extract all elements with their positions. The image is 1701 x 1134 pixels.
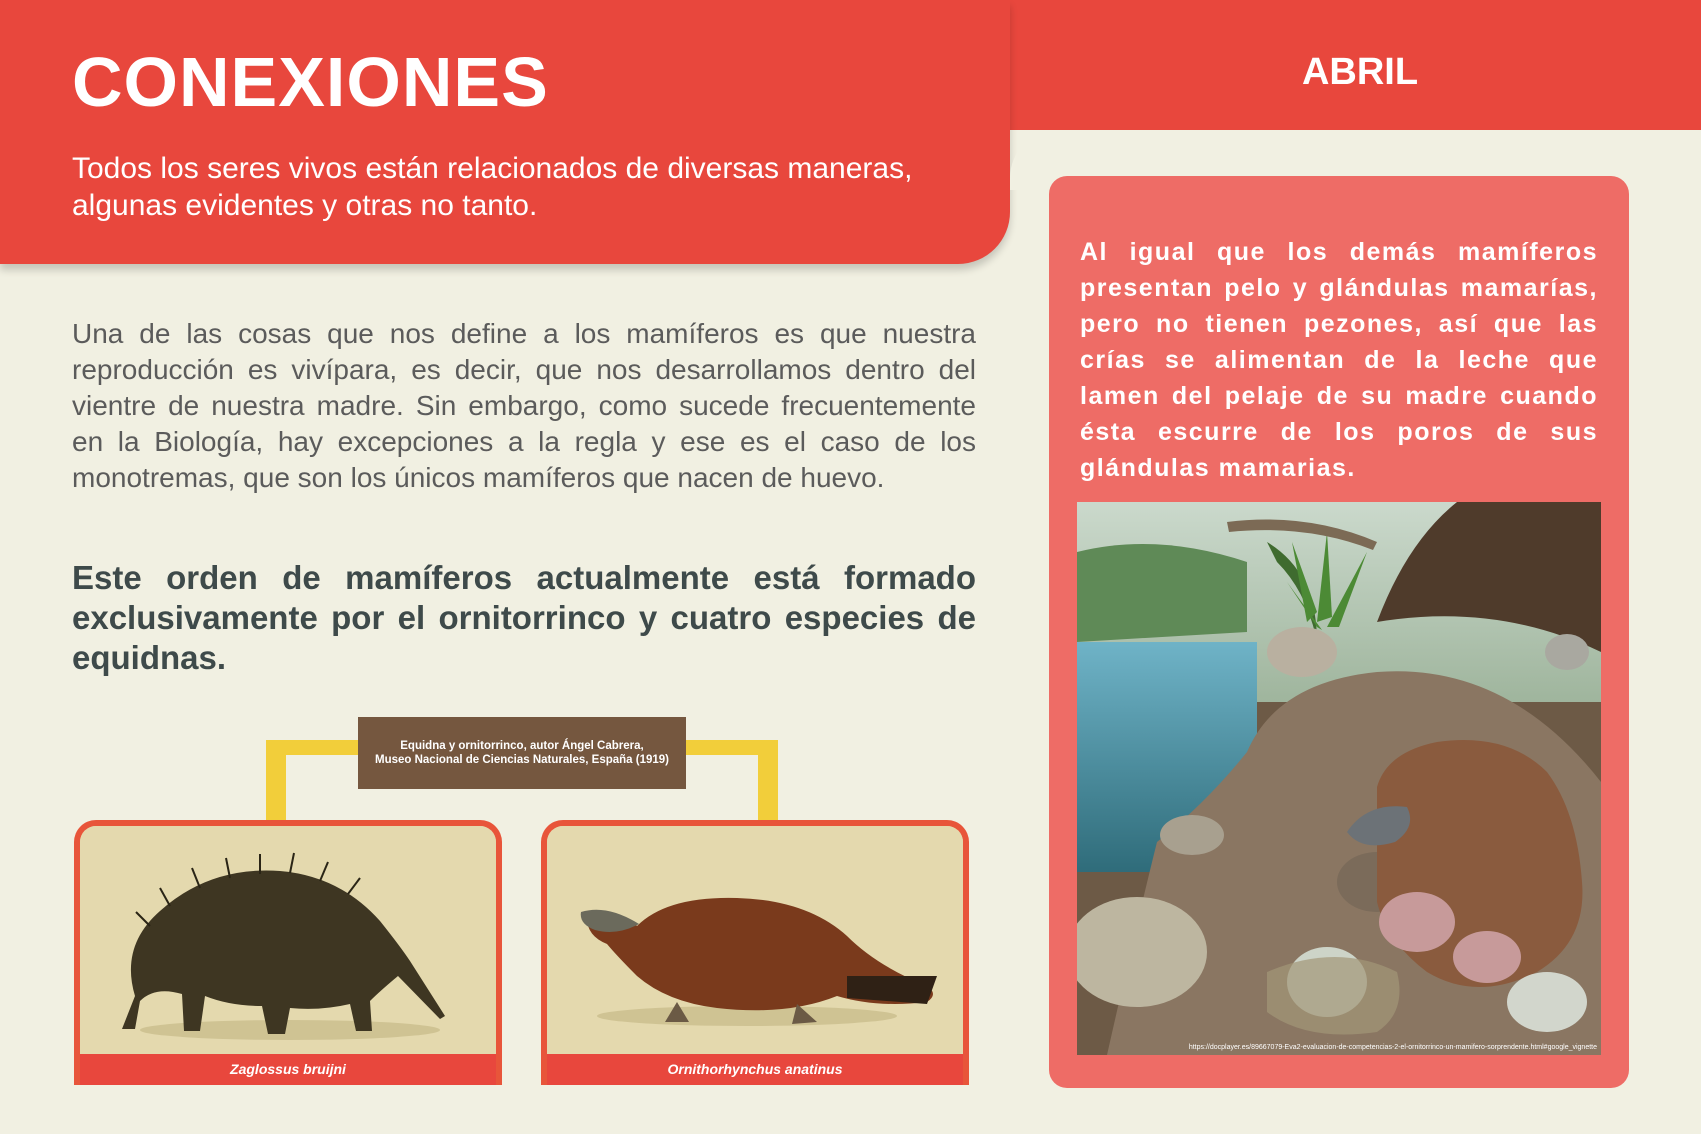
- image-source-url[interactable]: https://docplayer.es/89667079-Eva2-evaluacion-de-competencias-2-el-ornitorrinco-un-mamifero-sorprendente.html#google_vignette: [1188, 1044, 1597, 1051]
- intro-text: Todos los seres vivos están relacionados de diversas maneras, algunas evidentes y otras no tanto.: [72, 152, 913, 222]
- connector-right-vertical: [758, 740, 778, 822]
- connector-left-vertical: [266, 740, 286, 822]
- header-block: [0, 0, 1010, 264]
- side-panel-text: Al igual que los demás mamíferos presentan pelo y glándulas mamarías, pero no tienen pezones, así que las crías se alimentan de la leche que lamen del pelaje de su madre cuando ésta escurre de los poros de sus glándulas mamarias.: [1080, 238, 1598, 482]
- body-paragraph: Una de las cosas que nos define a los mamíferos es que nuestra reproducción es vivípara, es decir, que nos desarrollamos dentro del vientre de nuestra madre. Sin embargo, como sucede frecuentemente en la Biología, hay excepciones a la regla y ese es el caso de los monotremas, que son los únicos mamíferos que nacen de huevo.: [72, 318, 976, 493]
- echidna-illustration: [80, 826, 496, 1060]
- page-title: CONEXIONES: [72, 43, 549, 121]
- burrow-illustration-graphic: [1077, 502, 1601, 1055]
- figure-caption-box: [358, 717, 686, 789]
- month-label: ABRIL: [1301, 51, 1419, 93]
- echidna-species-label: Zaglossus bruijni: [74, 1054, 502, 1085]
- platypus-species-label: Ornithorhynchus anatinus: [541, 1054, 969, 1085]
- platypus-card: [541, 820, 969, 1085]
- echidna-card: [74, 820, 502, 1085]
- highlight-paragraph: Este orden de mamíferos actualmente está formado exclusivamente por el ornitorrinco y cuatro especies de equidnas.: [72, 559, 976, 676]
- platypus-illustration: [547, 826, 963, 1060]
- platypus-burrow-illustration: [1077, 502, 1601, 1055]
- side-panel: [1049, 176, 1629, 1088]
- figure-caption: Equidna y ornitorrinco, autor Ángel Cabrera, Museo Nacional de Ciencias Naturales, España (1919): [374, 740, 669, 766]
